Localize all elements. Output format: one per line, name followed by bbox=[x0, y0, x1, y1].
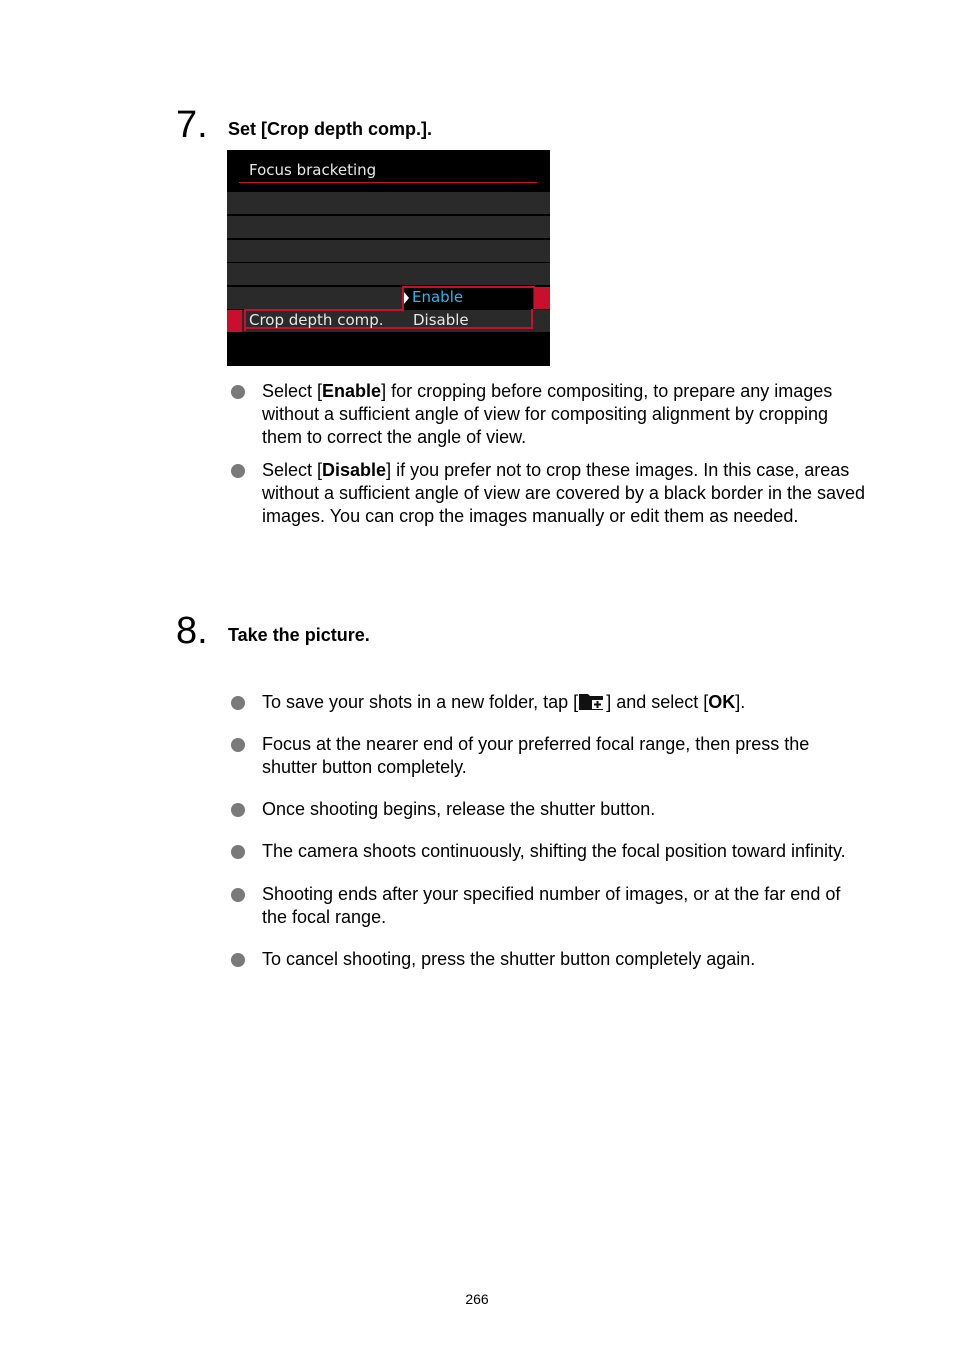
menu-row-empty bbox=[227, 192, 550, 214]
step-7-title: Set [Crop depth comp.]. bbox=[228, 119, 432, 139]
bullet-text: Select [ bbox=[262, 460, 323, 480]
list-item bbox=[228, 691, 868, 714]
list-item: The camera shoots continuously, shifting the focal position toward infinity. bbox=[228, 840, 868, 863]
menu-row-empty bbox=[227, 216, 550, 238]
bullet-text: Select [ bbox=[262, 381, 323, 401]
list-item: To cancel shooting, press the shutter button completely again. bbox=[228, 948, 868, 971]
bullet-bold: Enable bbox=[322, 381, 382, 401]
step-7-bullet-list bbox=[228, 380, 868, 528]
list-item bbox=[228, 459, 868, 528]
step-8-title: Take the picture. bbox=[228, 625, 370, 645]
page-number: 266 bbox=[465, 1291, 489, 1307]
screen-title-divider bbox=[239, 182, 537, 183]
bullet-text: ] for cropping before compositing, to prepare any images without a sufficient angle of view for compositing alignment by cropping them to correct the angle of view. bbox=[262, 381, 833, 447]
menu-row-empty bbox=[227, 240, 550, 262]
selected-caret-icon bbox=[404, 292, 409, 304]
camera-menu-screenshot bbox=[227, 150, 550, 366]
bullet-text: ] if you prefer not to crop these images. In this case, areas without a sufficient angle of view are covered by a black border in the saved images. You can crop the images manually or edit them as needed. bbox=[262, 460, 866, 526]
new-folder-icon bbox=[578, 691, 606, 711]
bullet-bold: Disable bbox=[322, 460, 387, 480]
option-disable: Disable bbox=[413, 311, 469, 329]
bullet-text: ] and select [ bbox=[606, 692, 709, 712]
list-item: Shooting ends after your specified number of images, or at the far end of the focal range. bbox=[228, 883, 868, 929]
selection-marker-right bbox=[534, 287, 550, 309]
step-8-number: 8. bbox=[176, 610, 208, 652]
screen-title: Focus bracketing bbox=[249, 161, 377, 179]
crop-depth-comp-label: Crop depth comp. bbox=[249, 311, 384, 329]
list-item: Focus at the nearer end of your preferred focal range, then press the shutter button completely. bbox=[228, 733, 868, 779]
list-item: Once shooting begins, release the shutter button. bbox=[228, 798, 868, 821]
menu-row-empty bbox=[227, 263, 550, 285]
step-7-number: 7. bbox=[176, 104, 208, 146]
option-enable: Enable bbox=[412, 288, 464, 306]
bullet-text: To save your shots in a new folder, tap [ bbox=[262, 692, 579, 712]
bullet-text: ]. bbox=[735, 692, 746, 712]
bullet-bold: OK bbox=[708, 692, 736, 712]
list-item bbox=[228, 380, 868, 449]
selection-marker-left bbox=[227, 310, 242, 332]
step-8-bullet-list bbox=[228, 691, 868, 971]
